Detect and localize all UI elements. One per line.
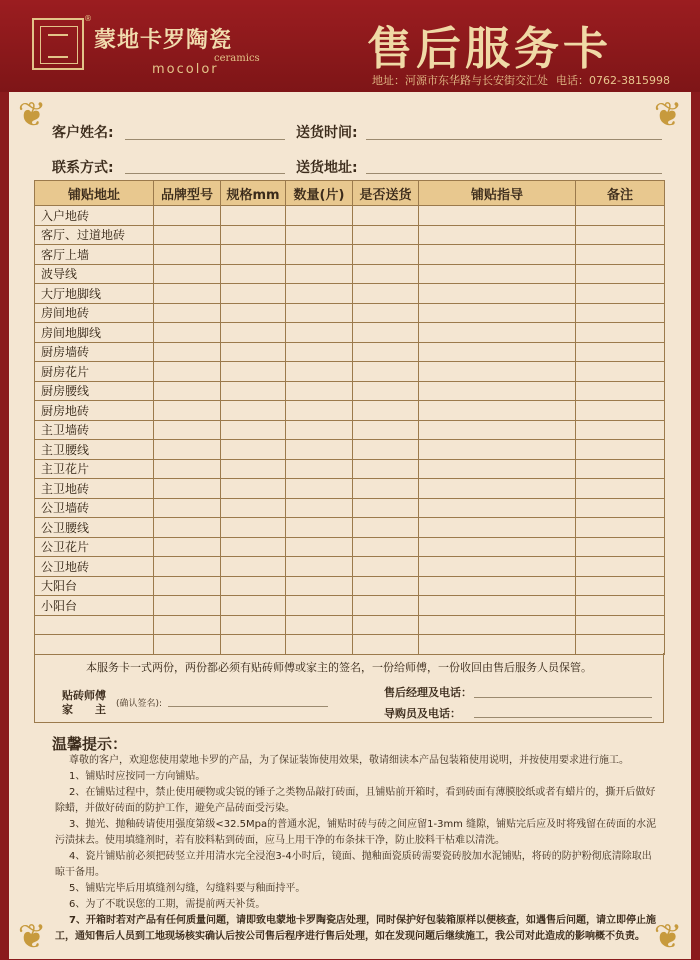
table-row — [35, 596, 665, 616]
entry-cell[interactable] — [286, 362, 353, 382]
entry-cell[interactable] — [286, 576, 353, 596]
entry-cell[interactable] — [286, 459, 353, 479]
entry-cell[interactable] — [221, 206, 286, 226]
entry-cell[interactable] — [419, 557, 576, 577]
entry-cell[interactable] — [154, 264, 221, 284]
entry-cell[interactable] — [154, 362, 221, 382]
entry-cell[interactable] — [154, 498, 221, 518]
entry-cell[interactable] — [576, 576, 665, 596]
entry-cell[interactable] — [286, 303, 353, 323]
entry-cell[interactable] — [286, 401, 353, 421]
entry-cell[interactable] — [221, 381, 286, 401]
entry-cell[interactable] — [154, 401, 221, 421]
contact-field[interactable] — [125, 173, 285, 174]
manager-phone-field[interactable] — [474, 697, 652, 698]
table-row — [35, 225, 665, 245]
entry-cell[interactable] — [154, 557, 221, 577]
entry-cell[interactable] — [221, 342, 286, 362]
entry-cell[interactable] — [221, 576, 286, 596]
location-cell: 厨房地砖 — [35, 401, 154, 421]
tip-intro: 尊敬的客户，欢迎您使用蒙地卡罗的产品，为了保证装饰使用效果，敬请细读本产品包装箱使用说明，并按使用要求进行施工。 — [69, 755, 629, 766]
entry-cell[interactable] — [286, 264, 353, 284]
col-header: 备注 — [576, 181, 665, 206]
entry-cell[interactable] — [154, 440, 221, 460]
table-row — [35, 576, 665, 596]
entry-cell[interactable] — [154, 206, 221, 226]
tip-item: 5、铺贴完毕后用填缝剂勾缝，勾缝料要与釉面持平。 — [69, 883, 306, 894]
entry-cell[interactable] — [419, 440, 576, 460]
entry-cell[interactable] — [576, 557, 665, 577]
entry-cell[interactable] — [353, 206, 419, 226]
entry-cell[interactable] — [576, 440, 665, 460]
table-row — [35, 557, 665, 577]
entry-cell[interactable] — [221, 401, 286, 421]
location-cell: 厨房腰线 — [35, 381, 154, 401]
duplicate-note: 本服务卡一式两份，两份都必须有贴砖师傅或家主的签名，一份给师傅，一份收回由售后服务人员保管。 — [86, 661, 592, 674]
entry-cell[interactable] — [221, 264, 286, 284]
delivery-time-field[interactable] — [366, 139, 662, 140]
entry-cell[interactable] — [286, 479, 353, 499]
location-cell: 公卫花片 — [35, 537, 154, 557]
table-header-row — [35, 181, 665, 206]
entry-cell[interactable] — [221, 323, 286, 343]
entry-cell[interactable] — [353, 518, 419, 538]
entry-cell[interactable] — [286, 342, 353, 362]
entry-cell[interactable] — [154, 596, 221, 616]
entry-cell[interactable] — [154, 284, 221, 304]
entry-cell[interactable] — [154, 245, 221, 265]
location-cell: 波导线 — [35, 264, 154, 284]
location-cell: 大阳台 — [35, 576, 154, 596]
entry-cell[interactable] — [419, 459, 576, 479]
location-cell: 大厅地脚线 — [35, 284, 154, 304]
entry-cell[interactable] — [576, 635, 665, 655]
tips-title: 温馨提示： — [52, 735, 128, 753]
col-header: 规格mm — [221, 181, 286, 206]
customer-name-field[interactable] — [125, 139, 285, 140]
table-row — [35, 284, 665, 304]
entry-cell[interactable] — [154, 459, 221, 479]
entry-cell[interactable] — [419, 498, 576, 518]
entry-cell[interactable] — [353, 498, 419, 518]
entry-cell[interactable] — [286, 420, 353, 440]
delivery-address-field[interactable] — [366, 173, 662, 174]
tip-item: 1、铺贴时应按同一方向铺贴。 — [69, 771, 206, 782]
brand-english: mocolor — [152, 62, 219, 77]
location-cell: 公卫腰线 — [35, 518, 154, 538]
entry-cell[interactable] — [576, 342, 665, 362]
table-row — [35, 635, 665, 655]
delivery-address-label: 送货地址: — [296, 160, 358, 176]
entry-cell[interactable] — [286, 323, 353, 343]
table-row — [35, 206, 665, 226]
entry-cell[interactable] — [419, 323, 576, 343]
entry-cell[interactable] — [353, 576, 419, 596]
entry-cell[interactable] — [221, 518, 286, 538]
location-cell: 主卫地砖 — [35, 479, 154, 499]
entry-cell[interactable] — [576, 459, 665, 479]
entry-cell[interactable] — [419, 420, 576, 440]
customer-name-label: 客户姓名: — [52, 125, 114, 141]
table-row — [35, 498, 665, 518]
entry-cell[interactable] — [353, 401, 419, 421]
entry-cell[interactable] — [154, 615, 221, 635]
entry-cell[interactable] — [221, 303, 286, 323]
entry-cell[interactable] — [419, 518, 576, 538]
entry-cell[interactable] — [353, 596, 419, 616]
entry-cell[interactable] — [286, 518, 353, 538]
entry-cell[interactable] — [419, 401, 576, 421]
entry-cell[interactable] — [353, 323, 419, 343]
entry-cell[interactable] — [353, 420, 419, 440]
entry-cell[interactable] — [419, 284, 576, 304]
location-cell: 入户地砖 — [35, 206, 154, 226]
worker-label: 贴砖师傅 — [62, 689, 106, 702]
phone-text: 电话：0762-3815998 — [556, 74, 670, 87]
entry-cell[interactable] — [353, 479, 419, 499]
table-row — [35, 264, 665, 284]
tip-item: 3、抛光、抛釉砖请使用强度第级<32.5Mpa的普通水泥，铺贴时砖与砖之间应留1-3mm 缝隙，铺贴完后应及时将残留在砖面的水泥污渍抹去。使用填缝剂时，若有胶料粘到砖面，应马上用干净的布条抹干净，防止胶料干枯难以清洗。 — [55, 819, 657, 846]
entry-cell[interactable] — [353, 459, 419, 479]
location-cell: 客厅、过道地砖 — [35, 225, 154, 245]
entry-cell[interactable] — [221, 284, 286, 304]
entry-cell[interactable] — [353, 635, 419, 655]
entry-cell[interactable] — [419, 615, 576, 635]
entry-cell[interactable] — [154, 635, 221, 655]
entry-cell[interactable] — [576, 264, 665, 284]
entry-cell[interactable] — [221, 225, 286, 245]
entry-cell[interactable] — [221, 635, 286, 655]
entry-cell[interactable] — [419, 479, 576, 499]
entry-cell[interactable] — [154, 420, 221, 440]
table-row — [35, 518, 665, 538]
location-cell: 主卫花片 — [35, 459, 154, 479]
entry-cell[interactable] — [286, 440, 353, 460]
col-header: 数量(片) — [286, 181, 353, 206]
entry-cell[interactable] — [576, 284, 665, 304]
location-cell: 房间地砖 — [35, 303, 154, 323]
table-row — [35, 459, 665, 479]
entry-cell[interactable] — [353, 440, 419, 460]
col-header: 铺贴地址 — [35, 181, 154, 206]
entry-cell[interactable] — [286, 284, 353, 304]
entry-cell[interactable] — [576, 245, 665, 265]
entry-cell[interactable] — [286, 381, 353, 401]
location-cell: 主卫墙砖 — [35, 420, 154, 440]
delivery-time-label: 送货时间: — [296, 125, 358, 141]
tip-item: 6、为了不耽误您的工期，需提前两天补货。 — [69, 899, 266, 910]
entry-cell[interactable] — [286, 225, 353, 245]
tile-table — [34, 180, 664, 655]
entry-cell[interactable] — [221, 362, 286, 382]
entry-cell[interactable] — [221, 245, 286, 265]
table-row — [35, 362, 665, 382]
entry-cell[interactable] — [154, 479, 221, 499]
entry-cell[interactable] — [419, 206, 576, 226]
entry-cell[interactable] — [576, 596, 665, 616]
table-row — [35, 615, 665, 635]
entry-cell[interactable] — [353, 303, 419, 323]
entry-cell[interactable] — [286, 615, 353, 635]
brand-logo-icon — [32, 18, 84, 70]
entry-cell[interactable] — [286, 596, 353, 616]
entry-cell[interactable] — [353, 342, 419, 362]
entry-cell[interactable] — [576, 498, 665, 518]
location-cell: 小阳台 — [35, 596, 154, 616]
entry-cell[interactable] — [286, 557, 353, 577]
ornament-icon: ❦ — [17, 917, 47, 957]
table-row — [35, 303, 665, 323]
entry-cell[interactable] — [576, 225, 665, 245]
table-row — [35, 537, 665, 557]
table-row — [35, 420, 665, 440]
entry-cell[interactable] — [221, 420, 286, 440]
owner-label: 家 主 — [62, 703, 106, 716]
entry-cell[interactable] — [221, 615, 286, 635]
entry-cell[interactable] — [154, 303, 221, 323]
entry-cell[interactable] — [576, 615, 665, 635]
table-row — [35, 245, 665, 265]
table-row — [35, 401, 665, 421]
col-header: 品牌型号 — [154, 181, 221, 206]
entry-cell[interactable] — [221, 440, 286, 460]
entry-cell[interactable] — [353, 245, 419, 265]
entry-cell[interactable] — [221, 596, 286, 616]
entry-cell[interactable] — [154, 537, 221, 557]
brand-sub: ceramics — [214, 53, 260, 64]
entry-cell[interactable] — [221, 459, 286, 479]
location-cell: 公卫地砖 — [35, 557, 154, 577]
entry-cell[interactable] — [286, 206, 353, 226]
entry-cell[interactable] — [576, 323, 665, 343]
location-cell: 公卫墙砖 — [35, 498, 154, 518]
entry-cell[interactable] — [576, 381, 665, 401]
location-cell: 主卫腰线 — [35, 440, 154, 460]
entry-cell[interactable] — [419, 635, 576, 655]
entry-cell[interactable] — [154, 323, 221, 343]
sign-hint: (确认签名): — [116, 699, 163, 709]
table-row — [35, 381, 665, 401]
registered-mark: ® — [84, 14, 92, 23]
table-row — [35, 323, 665, 343]
entry-cell[interactable] — [419, 381, 576, 401]
entry-cell[interactable] — [154, 576, 221, 596]
location-cell: 厨房花片 — [35, 362, 154, 382]
entry-cell[interactable] — [576, 362, 665, 382]
col-header: 铺贴指导 — [419, 181, 576, 206]
location-cell — [35, 635, 154, 655]
col-header: 是否送货 — [353, 181, 419, 206]
entry-cell[interactable] — [353, 362, 419, 382]
entry-cell[interactable] — [419, 264, 576, 284]
entry-cell[interactable] — [576, 537, 665, 557]
guide-label: 导购员及电话： — [384, 707, 461, 720]
entry-cell[interactable] — [286, 537, 353, 557]
entry-cell[interactable] — [419, 596, 576, 616]
entry-cell[interactable] — [419, 362, 576, 382]
tip-item-warning: 7、开箱时若对产品有任何质量问题，请即致电蒙地卡罗陶瓷店处理，同时保护好包装箱原样以便核查，如遇售后问题，请立即停止施工，通知售后人员到工地现场核实确认后按公司售后程序进行售后处理，如在发现问题后继续施工，我公司对此造成的影响概不负责。 — [55, 915, 656, 942]
entry-cell[interactable] — [353, 264, 419, 284]
ornament-icon: ❦ — [17, 95, 47, 135]
entry-cell[interactable] — [419, 303, 576, 323]
entry-cell[interactable] — [286, 635, 353, 655]
entry-cell[interactable] — [576, 518, 665, 538]
entry-cell[interactable] — [154, 518, 221, 538]
entry-cell[interactable] — [576, 206, 665, 226]
entry-cell[interactable] — [353, 284, 419, 304]
manager-label: 售后经理及电话： — [384, 686, 472, 699]
ornament-icon: ❦ — [653, 917, 683, 957]
entry-cell[interactable] — [221, 557, 286, 577]
entry-cell[interactable] — [221, 498, 286, 518]
location-cell: 客厅上墙 — [35, 245, 154, 265]
tip-item: 4、瓷片铺贴前必须把砖竖立并用清水完全浸泡3-4小时后，镜面、抛釉面瓷质砖需要瓷砖胶加水泥铺贴，将砖的防护粉彻底清除取出晾干备用。 — [55, 851, 652, 878]
entry-cell[interactable] — [576, 420, 665, 440]
contact-label: 联系方式: — [52, 160, 114, 176]
entry-cell[interactable] — [419, 576, 576, 596]
entry-cell[interactable] — [154, 381, 221, 401]
table-row — [35, 342, 665, 362]
table-row — [35, 479, 665, 499]
entry-cell[interactable] — [353, 615, 419, 635]
address-text: 地址：河源市东华路与长安街交汇处 — [372, 74, 548, 87]
table-row — [35, 440, 665, 460]
location-cell — [35, 615, 154, 635]
brand-name: 蒙地卡罗陶瓷 — [94, 28, 233, 53]
entry-cell[interactable] — [221, 479, 286, 499]
entry-cell[interactable] — [286, 245, 353, 265]
worker-signature-field[interactable] — [168, 706, 328, 707]
guide-phone-field[interactable] — [474, 717, 652, 718]
entry-cell[interactable] — [286, 498, 353, 518]
entry-cell[interactable] — [576, 303, 665, 323]
entry-cell[interactable] — [154, 342, 221, 362]
entry-cell[interactable] — [353, 225, 419, 245]
entry-cell[interactable] — [221, 537, 286, 557]
location-cell: 厨房墙砖 — [35, 342, 154, 362]
location-cell: 房间地脚线 — [35, 323, 154, 343]
entry-cell[interactable] — [419, 342, 576, 362]
entry-cell[interactable] — [353, 557, 419, 577]
entry-cell[interactable] — [419, 225, 576, 245]
entry-cell[interactable] — [353, 537, 419, 557]
entry-cell[interactable] — [154, 225, 221, 245]
tip-item: 2、在铺贴过程中，禁止使用硬物或尖锐的锤子之类物品敲打砖面，且铺贴前开箱时，看到砖面有薄膜胶纸或者有蜡片的，撕开后做好除蜡，并做好砖面的防护工作，避免产品砖面受污染。 — [55, 787, 656, 814]
entry-cell[interactable] — [419, 537, 576, 557]
entry-cell[interactable] — [576, 401, 665, 421]
entry-cell[interactable] — [353, 381, 419, 401]
entry-cell[interactable] — [419, 245, 576, 265]
page-title: 售后服务卡 — [367, 22, 613, 75]
ornament-icon: ❦ — [653, 95, 683, 135]
entry-cell[interactable] — [576, 479, 665, 499]
